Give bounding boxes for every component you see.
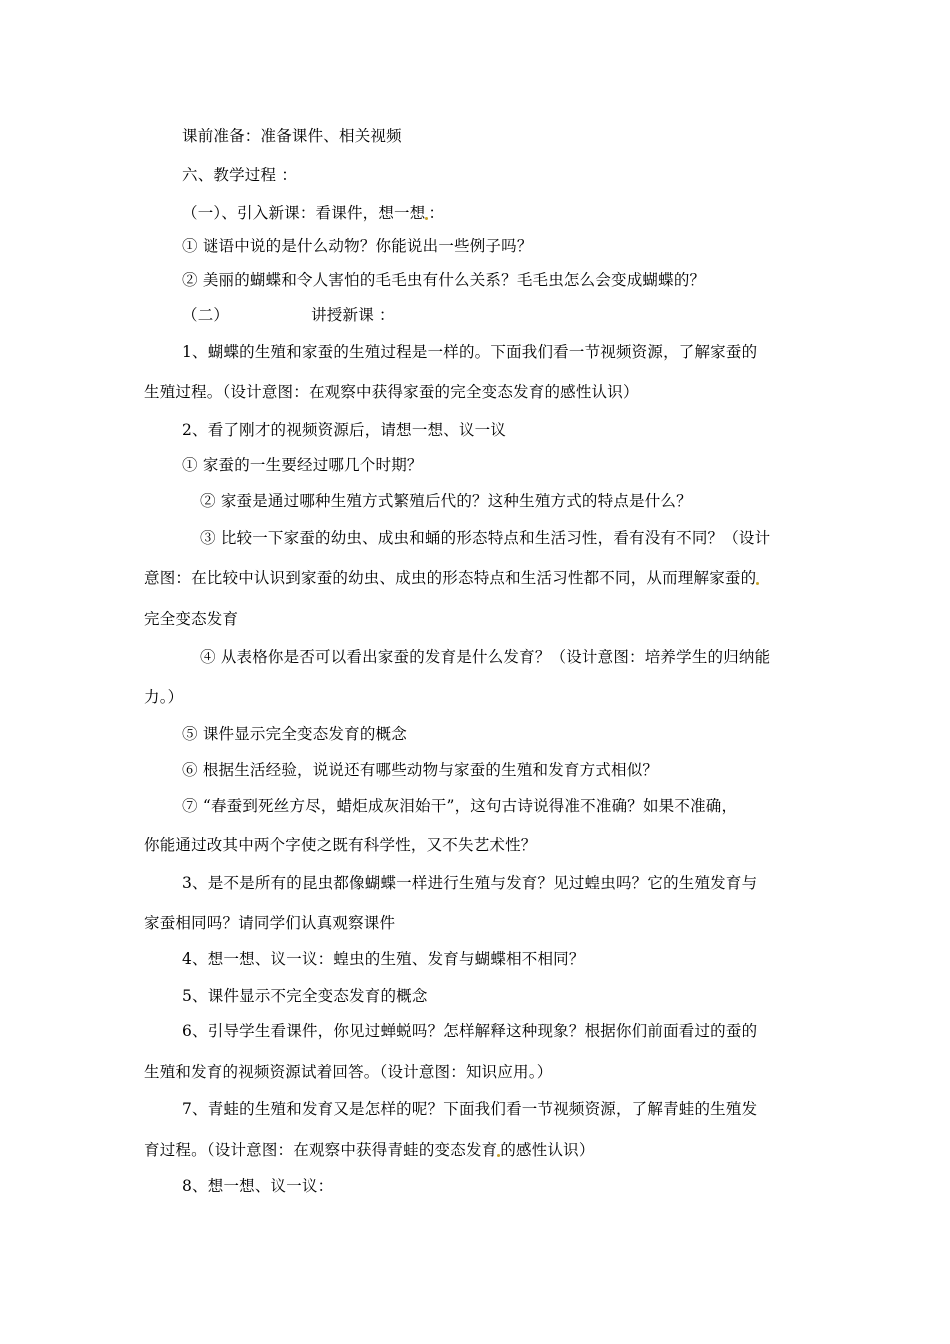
text-segment: （一）、引入新课：看课件，想一想: [182, 204, 426, 222]
text-line: [182, 203, 444, 223]
text-line: 6、引导学生看课件，你见过蝉蜕吗？怎样解释这种现象？根据你们前面看过的蚕的: [182, 1022, 758, 1040]
text-line: ① 家蚕的一生要经过哪几个时期？: [182, 456, 423, 474]
text-segment: 意图：在比较中认识到家蚕的幼虫、成虫的形态特点和生活习性都不同，从而理解家蚕的: [144, 569, 757, 587]
text-line: 7、青蛙的生殖和发育又是怎样的呢？下面我们看一节视频资源，了解青蛙的生殖发: [182, 1100, 758, 1118]
text-line: 生殖和发育的视频资源试着回答。（设计意图：知识应用。）: [144, 1063, 553, 1081]
text-line: 完全变态发育: [144, 610, 239, 628]
section-heading: 六、教学过程 ：: [182, 166, 298, 184]
text-line: [144, 1140, 595, 1160]
text-segment: 讲授新课 ：: [311, 306, 395, 324]
text-line: ⑤ 课件显示完全变态发育的概念: [182, 725, 407, 743]
text-line: ③ 比较一下家蚕的幼虫、成虫和蛹的形态特点和生活习性，看有没有不同？（设计: [200, 529, 771, 547]
text-line: 3、是不是所有的昆虫都像蝴蝶一样进行生殖与发育？见过蝗虫吗？它的生殖发育与: [182, 874, 758, 892]
text-segment: ：: [428, 204, 445, 222]
text-line: 4、想一想、议一议：蝗虫的生殖、发育与蝴蝶相不相同？: [182, 950, 585, 968]
text-line: 家蚕相同吗？请同学们认真观察课件: [144, 914, 396, 932]
text-line: 8、想一想、议一议：: [182, 1177, 334, 1195]
text-line: ① 谜语中说的是什么动物？你能说出一些例子吗？: [182, 237, 533, 255]
text-line: ⑦ “春蚕到死丝方尽，蜡炬成灰泪始干”，这句古诗说得准不准确？如果不准确，: [182, 797, 738, 815]
text-line: 5、课件显示不完全变态发育的概念: [182, 987, 428, 1005]
text-line: 生殖过程。（设计意图：在观察中获得家蚕的完全变态发育的感性认识）: [144, 383, 639, 401]
section-heading: [182, 305, 395, 325]
text-line: 力。）: [144, 688, 184, 706]
text-segment: 的感性认识）: [500, 1141, 595, 1159]
text-line: 1、蝴蝶的生殖和家蚕的生殖过程是一样的。下面我们看一节视频资源，了解家蚕的: [182, 343, 758, 361]
text-segment: （二）: [182, 306, 230, 324]
text-line: ② 家蚕是通过哪种生殖方式繁殖后代的？这种生殖方式的特点是什么？: [200, 492, 692, 510]
text-line: 2、看了刚才的视频资源后，请想一想、议一议: [182, 421, 507, 439]
text-line: 课前准备：准备课件、相关视频: [182, 127, 402, 145]
text-line: ② 美丽的蝴蝶和令人害怕的毛毛虫有什么关系？毛毛虫怎么会变成蝴蝶的？: [182, 271, 706, 289]
text-line: [144, 568, 759, 588]
text-segment: 育过程。（设计意图：在观察中获得青蛙的变态发育: [144, 1141, 498, 1159]
bullet-dot-icon: [756, 582, 759, 585]
text-line: ④ 从表格你是否可以看出家蚕的发育是什么发育？（设计意图：培养学生的归纳能: [200, 648, 771, 666]
text-line: ⑥ 根据生活经验，说说还有哪些动物与家蚕的生殖和发育方式相似？: [182, 761, 659, 779]
text-line: 你能通过改其中两个字使之既有科学性，又不失艺术性？: [144, 836, 537, 854]
